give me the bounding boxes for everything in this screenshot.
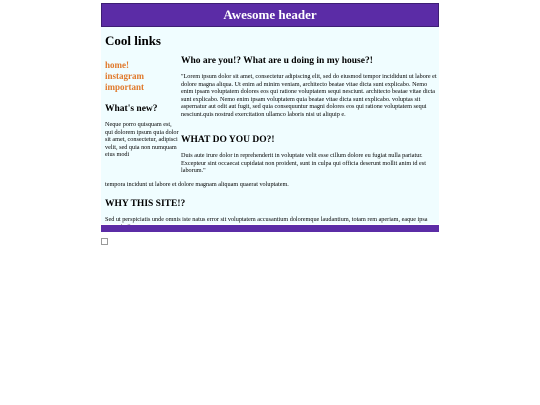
sidebar-nav — [105, 60, 179, 93]
sidebar-title: Cool links — [105, 33, 161, 48]
nav-link-home[interactable]: home! — [105, 60, 129, 70]
question-1 — [181, 56, 437, 66]
site-header — [101, 3, 439, 27]
paragraph-2 — [181, 152, 437, 175]
news-heading: What's new? — [105, 104, 158, 114]
paragraph-1 — [181, 73, 437, 119]
question-2 — [181, 135, 437, 145]
page-container — [101, 3, 439, 224]
paragraph-2-text: Duis aute irure dolor in reprehenderit in voluptate velit esse cillum dolore eu fugiat nulla pariatur. Excepteur sint occaecat cupidatat non proident, sunt in culpa qui officia deserunt mollit anim id est laborum." — [181, 152, 426, 175]
question-3-heading: WHY THIS SITE!? — [105, 199, 186, 209]
paragraph-3-text: tempora incidunt ut labore et dolore magnam aliquam quaerat voluptatem. — [105, 181, 289, 188]
nav-link-important[interactable]: important — [105, 82, 144, 92]
question-3 — [105, 199, 435, 209]
broken-image-icon — [101, 238, 108, 245]
nav-link-instagram[interactable]: instagram — [105, 71, 144, 81]
site-footer — [101, 225, 439, 232]
question-1-heading: Who are you!? What are u doing in my house?! — [181, 56, 373, 66]
question-2-heading: WHAT DO YOU DO?! — [181, 135, 275, 145]
paragraph-1-text: "Lorem ipsum dolor sit amet, consectetur adipiscing elit, sed do eiusmod tempor incididunt ut labore et dolore magna aliqua. Ut enim ad minim veniam, architecto beatae vitae dicta sunt explicabo. Nemo enim ipsam voluptatem dolores eos qui ratione voluptatem sequi nesciunt. architecto beatae vitae dicta sunt explicabo. Nemo enim ipsam voluptatem quia beatae vitae dicta sunt explicabo. voluptas sit aspernatur aut odit aut fugit, sed quia consequuntur magni dolores eos qui ratione voluptatem sequi nesciunt.quis nostrud exercitation ullamco laboris nisi ut aliquip e. — [181, 73, 437, 118]
news-text: Neque porro quisquam est, qui dolorem ipsum quia dolor sit amet, consectetur, adipisci velit, sed quia non numquam eius modi — [105, 121, 179, 159]
header-title: Awesome header — [223, 7, 317, 22]
content-area — [101, 27, 439, 224]
paragraph-4-text: Sed ut perspiciatis unde omnis iste natus error sit voluptatem accusantium doloremque laudantium, totam rem aperiam, eaque ipsa — [105, 216, 428, 223]
paragraph-3 — [105, 181, 435, 189]
sidebar — [105, 33, 179, 159]
